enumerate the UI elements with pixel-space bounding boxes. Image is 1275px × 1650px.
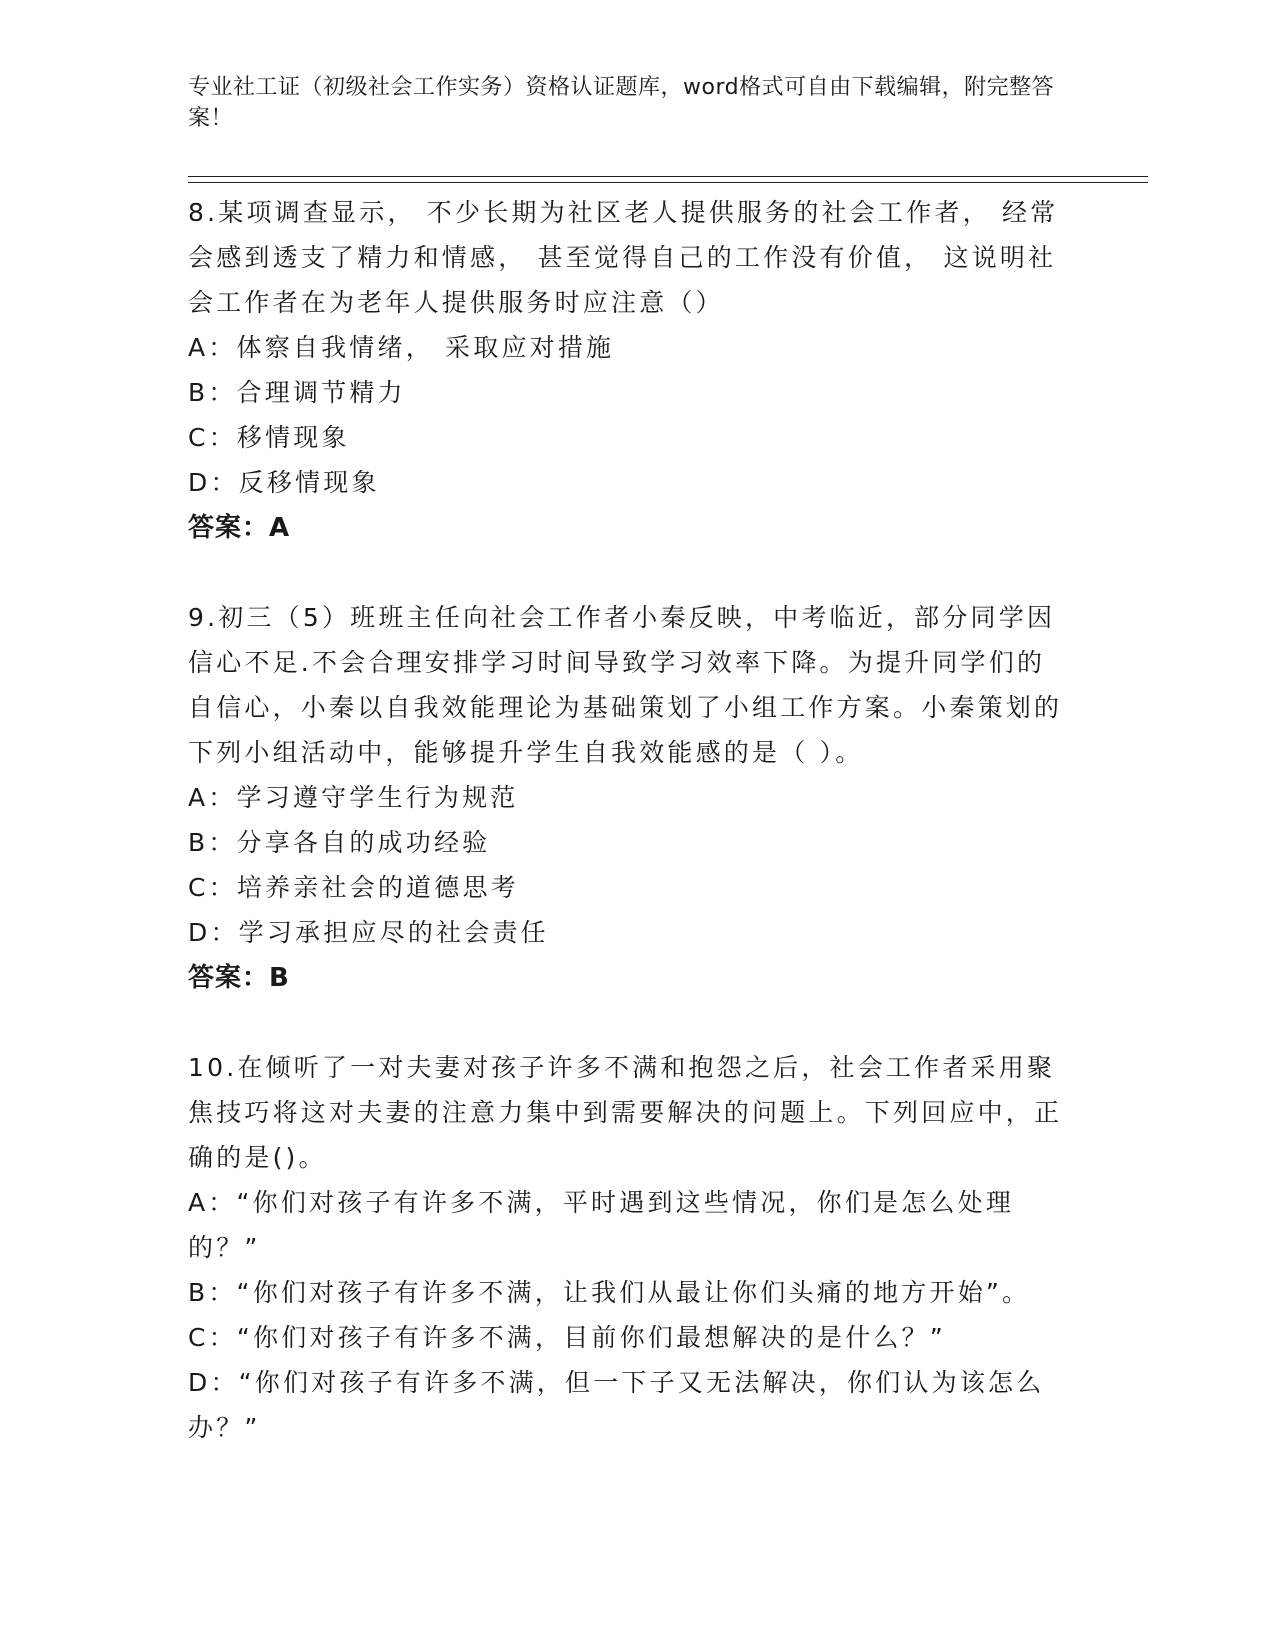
option-b: B：分享各自的成功经验: [188, 828, 491, 857]
option-c: C：移情现象: [188, 423, 350, 452]
option-d: D：反移情现象: [188, 468, 380, 497]
question-8: [188, 190, 1068, 551]
option-a: A：学习遵守学生行为规范: [188, 783, 519, 812]
option-c: C：“你们对孩子有许多不满，目前你们最想解决的是什么？”: [188, 1323, 946, 1352]
option-a: A：“你们对孩子有许多不满，平时遇到这些情况，你们是怎么处理的？”: [188, 1188, 1015, 1262]
answer-label: 答案：A: [188, 513, 291, 543]
question-text: 9.初三（5）班班主任向社会工作者小秦反映，中考临近，部分同学因信心不足.不会合理安排学习时间导致学习效率下降。为提升同学们的自信心，小秦以自我效能理论为基础策划了小组工作方案。小秦策划的下列小组活动中，能够提升学生自我效能感的是（ ）。: [188, 603, 1063, 767]
answer-label: 答案：B: [188, 963, 290, 993]
option-d: D：“你们对孩子有许多不满，但一下子又无法解决，你们认为该怎么办？”: [188, 1368, 1045, 1442]
question-list: [188, 190, 1068, 1494]
question-text: 10.在倾听了一对夫妻对孩子许多不满和抱怨之后，社会工作者采用聚焦技巧将这对夫妻的注意力集中到需要解决的问题上。下列回应中，正确的是()。: [188, 1053, 1063, 1172]
question-text: 8.某项调查显示， 不少长期为社区老人提供服务的社会工作者， 经常会感到透支了精力和情感， 甚至觉得自己的工作没有价值， 这说明社会工作者在为老年人提供服务时应注意（）: [188, 198, 1059, 317]
header-divider: [188, 176, 1148, 183]
question-9: [188, 595, 1068, 1001]
document-page: [188, 0, 1148, 1650]
option-b: B：合理调节精力: [188, 378, 406, 407]
option-a: A：体察自我情绪， 采取应对措施: [188, 333, 615, 362]
option-c: C：培养亲社会的道德思考: [188, 873, 519, 902]
option-b: B：“你们对孩子有许多不满，让我们从最让你们头痛的地方开始”。: [188, 1278, 1031, 1307]
question-10: [188, 1045, 1068, 1450]
option-d: D：学习承担应尽的社会责任: [188, 918, 549, 947]
document-header: 专业社工证（初级社会工作实务）资格认证题库，word格式可自由下载编辑，附完整答案！: [188, 75, 1055, 131]
